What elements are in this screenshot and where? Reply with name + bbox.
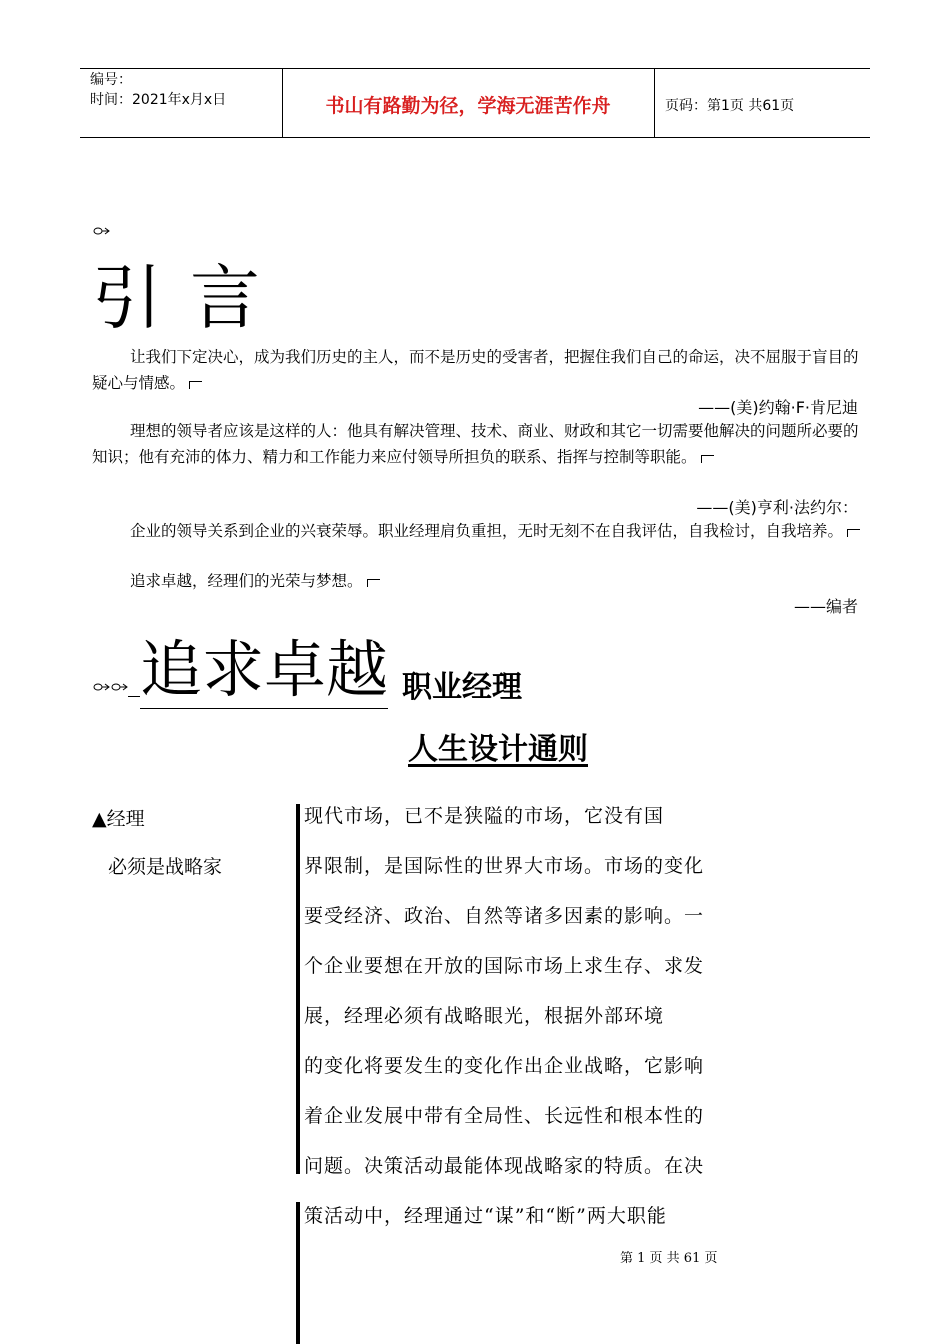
- section-title-main: 追求卓越: [140, 632, 388, 709]
- paragraph-mark-icon: [701, 455, 714, 463]
- quote-1-text: 让我们下定决心，成为我们历史的主人，而不是历史的受害者，把握住我们自己的命运，决不屈服于盲目的疑心与情感。: [92, 348, 859, 392]
- page-footer: 第 1 页 共 61 页: [620, 1251, 718, 1266]
- body-line: 着企业发展中带有全局性、长远性和根本性的: [304, 1105, 705, 1127]
- header-motto-cell: [282, 69, 655, 137]
- attribution-1: ——(美)约翰·F·肯尼迪: [698, 398, 858, 417]
- body-line: 的变化将要发生的变化作出企业战略，它影响: [304, 1055, 705, 1077]
- body-line: 要受经济、政治、自然等诸多因素的影响。一: [304, 905, 705, 927]
- decoration-icon: [92, 226, 110, 238]
- motto: 书山有路勤为径，学海无涯苦作舟: [325, 95, 611, 117]
- body-line: 个企业要想在开放的国际市场上求生存、求发: [304, 955, 705, 977]
- paragraph-mark-icon: [189, 381, 202, 389]
- attribution-3: ——编者: [793, 597, 858, 616]
- attribution-2: ——(美)亨利·法约尔：: [696, 498, 858, 517]
- quote-1: [92, 344, 872, 396]
- quote-2: [92, 418, 872, 470]
- vertical-rule-2: [296, 1202, 300, 1344]
- quote-3: [92, 518, 872, 544]
- header-page-cell: [655, 69, 870, 137]
- decoration-icon: [92, 682, 128, 694]
- page-info: 页码：第1页 共61页: [665, 98, 795, 114]
- body-line: 现代市场，已不是狭隘的市场，它没有国: [304, 805, 665, 827]
- side-heading-2: 必须是战略家: [108, 856, 223, 878]
- paragraph-mark-icon: [847, 529, 860, 537]
- quote-3-text: 企业的领导关系到企业的兴衰荣辱。职业经理肩负重担，无时无刻不在自我评估，自我检讨，自我培养。: [130, 522, 844, 540]
- page-header: [80, 68, 870, 138]
- number-label: 编号：: [90, 72, 132, 88]
- body-line: 问题。决策活动最能体现战略家的特质。在决: [304, 1155, 705, 1177]
- header-meta-cell: [80, 69, 283, 137]
- body-line: 展，经理必须有战略眼光，根据外部环境: [304, 1005, 665, 1027]
- quote-4: [92, 568, 872, 594]
- body-line: 界限制，是国际性的世界大市场。市场的变化: [304, 855, 705, 877]
- body-line: 策活动中，经理通过“谋”和“断”两大职能: [304, 1205, 667, 1227]
- time-label: 时间：2021年x月x日: [90, 92, 227, 108]
- title-underline: [128, 696, 140, 697]
- quote-2-text: 理想的领导者应该是这样的人：他具有解决管理、技术、商业、财政和其它一切需要他解决的问题所必要的知识；他有充沛的体力、精力和工作能力来应付领导所担负的联系、指挥与控制等职能。: [92, 422, 859, 466]
- side-heading-1: ▲经理: [92, 808, 145, 830]
- vertical-rule-1: [296, 804, 300, 1174]
- paragraph-mark-icon: [367, 579, 380, 587]
- intro-title: 引言: [92, 257, 288, 339]
- quote-4-text: 追求卓越，经理们的光荣与梦想。: [130, 572, 363, 590]
- section-title-line2: 人生设计通则: [408, 732, 588, 767]
- section-title-sub: 职业经理: [402, 670, 522, 705]
